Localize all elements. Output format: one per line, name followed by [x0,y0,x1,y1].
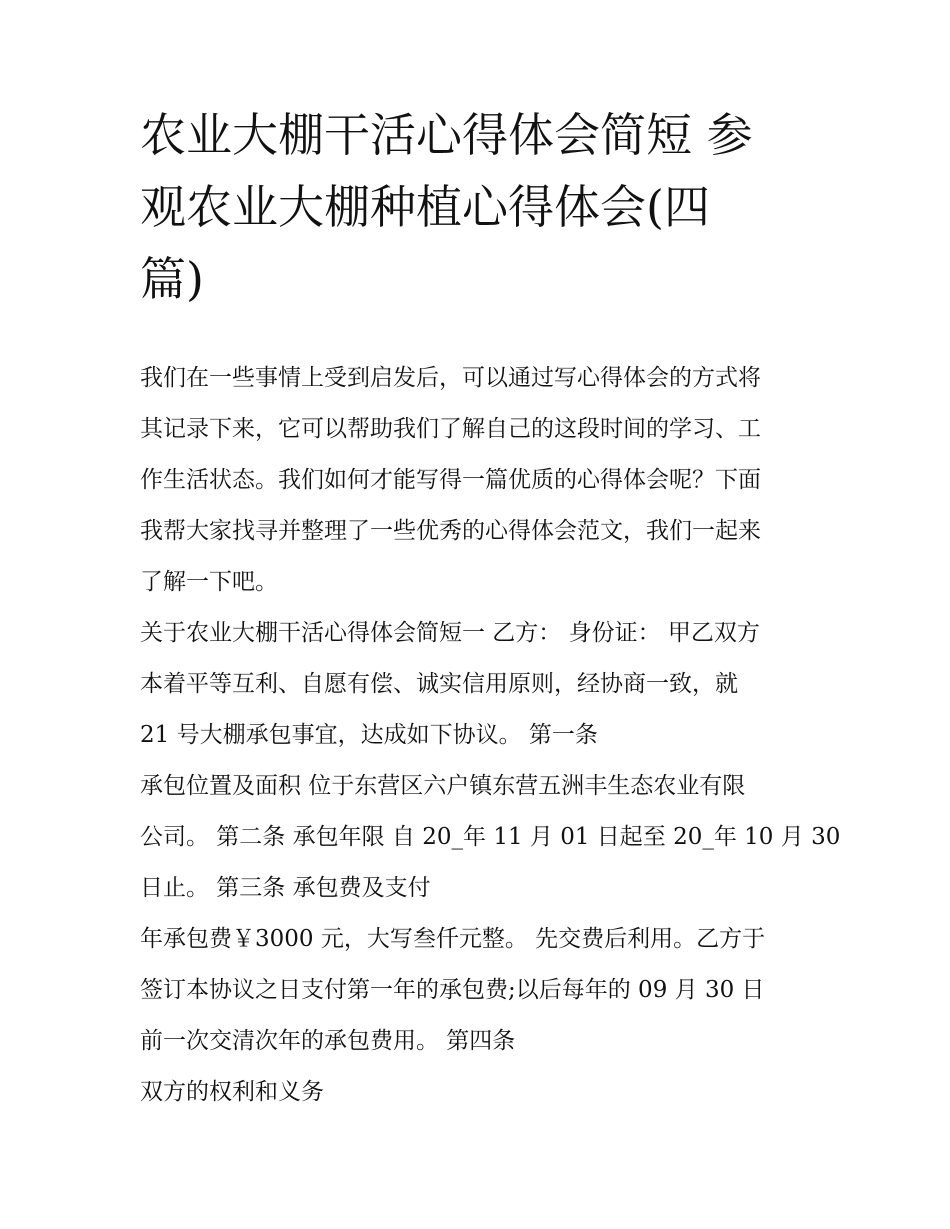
document-body [140,360,841,1125]
paragraph-line: 年承包费￥3000 元，大写叁仟元整。 先交费后利用。乙方于 [140,926,766,952]
paragraph-line: 了解一下吧。 [140,569,278,595]
paragraph-line: 我们在一些事情上受到启发后，可以通过写心得体会的方式将 [140,365,761,391]
paragraph-line: 本着平等互利、自愿有偿、诚实信用原则，经协商一致，就 [140,671,738,697]
paragraph-line: 承包位置及面积 位于东营区六户镇东营五洲丰生态农业有限 [140,773,746,799]
title-line: 篇) [140,252,204,306]
title-line: 农业大棚干活心得体会简短 参 [140,108,753,162]
paragraph-line: 签订本协议之日支付第一年的承包费;以后每年的 09 月 30 日 [140,977,765,1003]
title-line: 观农业大棚种植心得体会(四 [140,180,710,234]
document-title [140,108,820,328]
paragraph-line: 我帮大家找寻并整理了一些优秀的心得体会范文，我们一起来 [140,518,761,544]
paragraph-line: 前一次交清次年的承包费用。 第四条 [140,1028,516,1054]
paragraph-line: 双方的权利和义务 [140,1079,324,1105]
paragraph-line: 关于农业大棚干活心得体会简短一 乙方： 身份证： 甲乙双方 [140,620,760,646]
paragraph-line: 21 号大棚承包事宜，达成如下协议。 第一条 [140,722,598,748]
paragraph-line: 公司。 第二条 承包年限 自 20_年 11 月 01 日起至 20_年 10 月 30 [140,824,841,850]
paragraph-line: 日止。 第三条 承包费及支付 [140,875,431,901]
paragraph-line: 作生活状态。我们如何才能写得一篇优质的心得体会呢？下面 [140,467,761,493]
paragraph-line: 其记录下来，它可以帮助我们了解自己的这段时间的学习、工 [140,416,761,442]
